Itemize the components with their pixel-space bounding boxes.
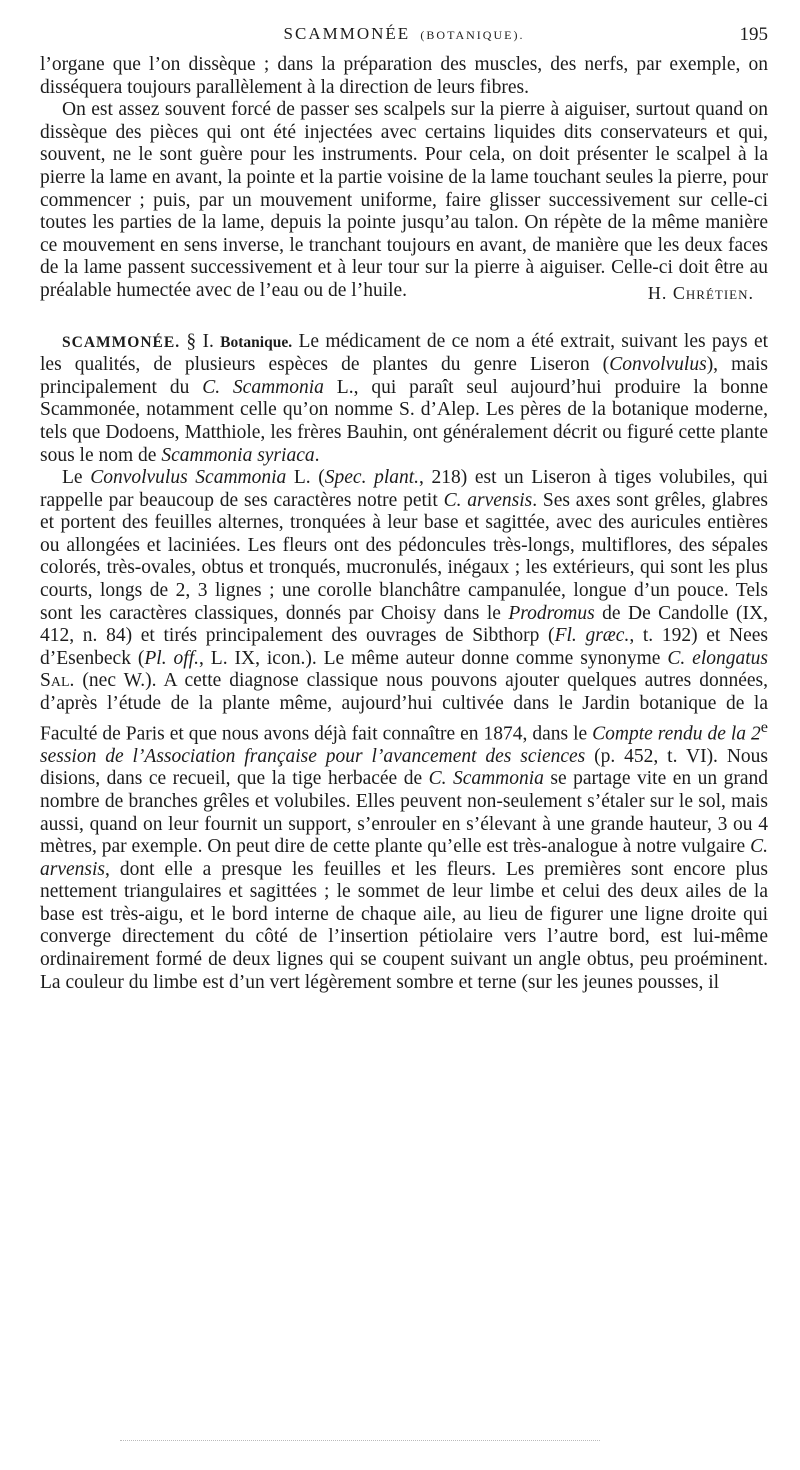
page-number: 195 [739,24,768,45]
italic-term: Pl. off. [144,647,199,669]
running-header [40,24,768,54]
italic-term: Convolvulus Scammonia [90,467,287,489]
italic-term: Convolvulus [609,354,707,376]
page [40,24,768,994]
text-run: , dont elle a presque les feuilles et les fleurs. Les premières sont encore plus nettement triangulaires et sagittées ; le sommet de leur limbe et celui des deux ailes de la base est très-aigu, et le bord interne de chaque aile, au lieu de figurer une ligne droite qui converge directement du côté de l’insertion pétiolaire vers l’autre bord, est lui-même ordinairement formé de deux lignes qui se coupent suivant un angle obtus, peu proéminent. La couleur du limbe est d’un vert légèrement sombre et terne (sur les jeunes pousses, il [40,858,768,993]
text-run: se partage vite en un grand nombre de branches grêles et volubiles. Elles peuvent non-seulement s’étaler sur le sol, mais aussi, quand on leur fournit un support, s’enrouler en s’élevant à une grande hauteur, 3 ou 4 mètres, par exemple. On peut dire de cette plante qu’elle est très-analogue à notre vulgaire [40,768,768,858]
text-run: Le [62,467,91,489]
previous-article-paragraph: l’organe que l’on dissèque ; dans la préparation des muscles, des nerfs, par exemple, on disséquera toujours parallèlement à la direction de leurs fibres. [40,54,768,98]
entry-headword: SCAMMONÉE. [62,333,181,351]
bottom-rule [120,1440,600,1441]
italic-title: Compte rendu de la 2 [592,723,761,745]
section-mark: § I. [186,330,214,352]
italic-term: C. Scammonia [428,768,544,790]
running-title: SCAMMONÉE [283,24,411,43]
text-run: L. ( [286,467,325,489]
text-run: (nec W.). A cette diagnose classique nous pouvons ajouter quelques autres données, d’après l’étude de la plante même, aujourd’hui cultivée dans le Jardin botanique de la Faculté de Paris et que nous avons déjà fait connaître en 1874, dans le [40,670,768,745]
text-run: , 218) est un Liseron à tiges volubiles, qui rappelle par beaucoup de ses caractères notre petit [40,467,769,511]
author-signature: H. Chrétien. [647,282,754,303]
entry-paragraph [40,331,768,468]
italic-term: Prodromus [508,602,595,624]
text-run: . [314,444,320,466]
italic-term: Scammonia syriaca [161,444,315,466]
previous-article-paragraph: On est assez souvent forcé de passer ses scalpels sur la pierre à aiguiser, surtout quand on dissèque des pièces qui ont été injectées avec certains liquides dits conservateurs et qui, souvent, ne le sont guère pour les instruments. Pour cela, on doit présenter le scalpel à la pierre la lame en avant, la pointe et la partie voisine de la lame touchant seules la pierre, pour commencer ; puis, par un mouvement uniforme, faire glisser successivement sur celle-ci toutes les parties de la lame, depuis la pointe jusqu’au talon. On répète de la même manière ce mouvement en sens inverse, le tranchant toujours en avant, de manière que les deux faces de la lame passent successivement et à leur tour sur la pierre à aiguiser. Celle-ci doit être au préalable humectée avec de l’eau ou de l’huile. [40,99,768,301]
text-run: L., qui paraît seul aujourd’hui produire la bonne Scammonée, notamment celle qu’on nomme S. d’Alep. Les pères de la botanique moderne, tels que Dodoens, Matthiole, les frères Bauhin, ont généralement décrit ou figuré cette plante sous le nom de [40,376,768,466]
italic-term: C. Scammonia [202,376,324,398]
text-run: ), mais principalement du [40,354,768,398]
small-caps-author: Sal. [40,670,75,692]
italic-term: Spec. plant. [324,467,420,489]
entry-paragraph [40,467,768,994]
text-run: de De Candolle (IX, 412, n. 84) et tirés principalement des ouvrages de Sibthorp ( [40,602,768,647]
italic-term: C. arvensis [40,836,768,880]
section-title: Botanique. [220,333,293,351]
text-run: . Ses axes sont grêles, glabres et portent des feuilles alternes, tronquées à leur base et sagittée, avec des auricules entières ou allongées et laciniées. Les fleurs ont des pédoncules très-longs, multiflores, des sépales colorés, très-ovales, obtus et tronqués, mucronulés, inégaux ; les extérieurs, qui sont les plus courts, longs de 2, 3 lignes ; une corolle blanchâtre campanulée, longue d’un pouce. Tels sont les caractères classiques, donnés par Choisy dans le [40,489,769,624]
italic-term: C. elongatus [667,647,768,669]
superscript: e [760,717,768,736]
section-gap [40,305,768,331]
text-run: (p. 452, t. VI). Nous disions, dans ce recueil, que la tige herbacée de [40,745,768,790]
running-subtitle: (BOTANIQUE). [420,28,525,42]
text-run: , t. 192) et Nees d’Esenbeck ( [40,625,768,669]
italic-term: C. arvensis [443,489,533,511]
text-run: Le médicament de ce nom a été extrait, suivant les pays et les qualités, de plusieurs espèces de plantes du genre Liseron ( [40,330,769,376]
italic-title: session de l’Association française pour l’avancement des sciences [40,745,586,767]
text-run: , L. IX, icon.). Le même auteur donne comme synonyme [198,647,668,669]
italic-term: Fl. græc. [554,625,630,647]
